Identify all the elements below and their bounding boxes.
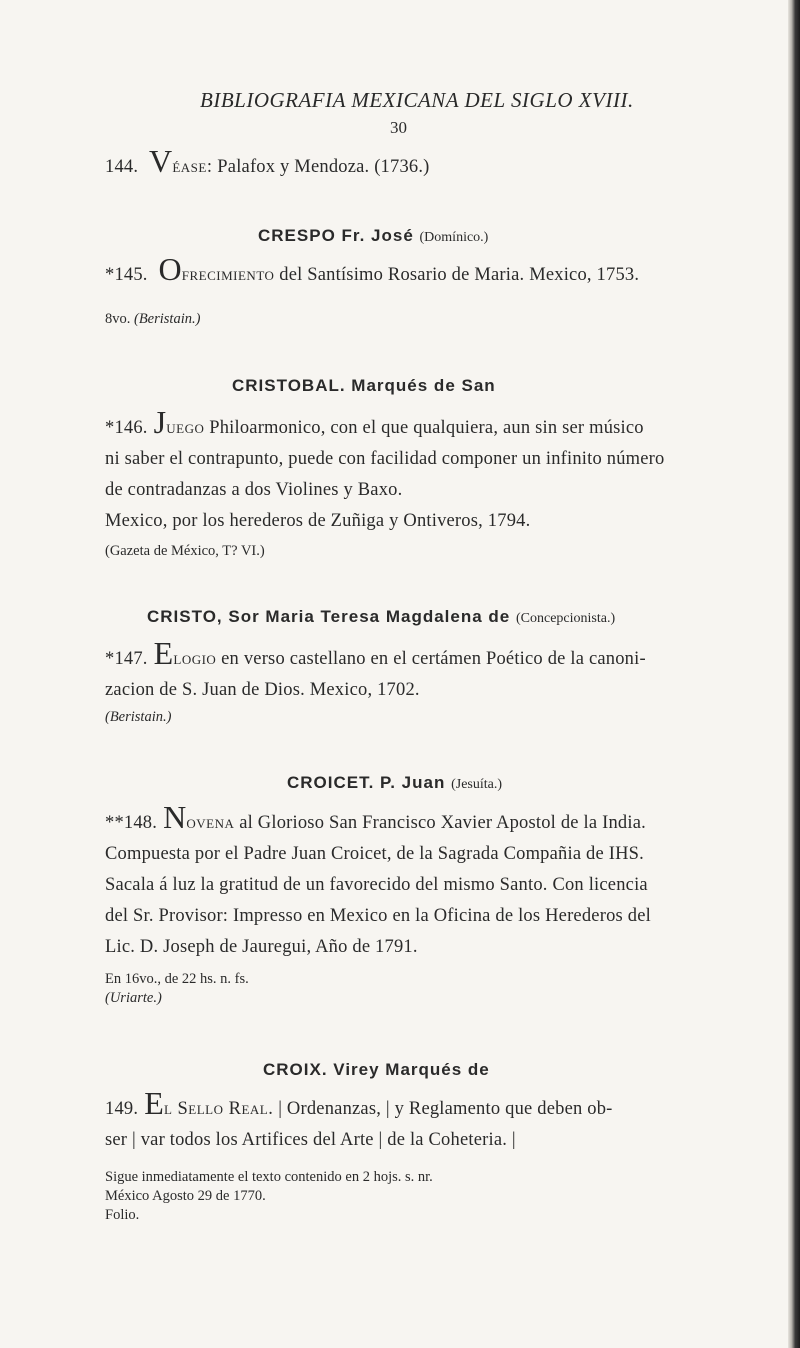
author-heading-cristobal — [232, 376, 496, 396]
entry-lead-word: uego — [166, 418, 205, 438]
entry-148 — [105, 799, 735, 963]
author-heading-cristo — [147, 607, 615, 627]
author-qualifier: (Jesuíta.) — [451, 777, 503, 792]
drop-initial: E — [144, 1085, 164, 1121]
running-title: BIBLIOGRAFIA MEXICANA DEL SIGLO XVIII. — [200, 88, 634, 112]
author-heading-croix — [263, 1060, 490, 1080]
entry-text: Palafox y Mendoza. (1736.) — [217, 157, 430, 177]
source-citation: (Gazeta de México, T? VI.) — [105, 543, 265, 559]
entry-text: al Glorioso San Francisco Xavier Apostol de la India. — [239, 813, 646, 833]
source-citation: (Beristain.) — [134, 311, 201, 327]
drop-initial: O — [158, 251, 182, 287]
entry-146 — [105, 404, 735, 537]
entry-line: ser | var todos los Artifices del Arte | de la Coheteria. | — [105, 1130, 516, 1150]
entry-147-note — [105, 708, 735, 727]
entry-number: 149. — [105, 1099, 139, 1119]
entry-149 — [105, 1085, 735, 1156]
author-name: CROICET. P. Juan — [287, 773, 446, 792]
entry-lead-word: ovena — [186, 813, 235, 833]
entry-line — [105, 799, 735, 839]
entry-lead-word: frecimiento — [181, 265, 275, 285]
entry-146-note — [105, 542, 735, 561]
entry-line: de contradanzas a dos Violines y Baxo. — [105, 480, 403, 500]
entry-number: *146. — [105, 418, 148, 438]
note-line: Folio. — [105, 1207, 140, 1223]
entry-text: en verso castellano en el certámen Poético de la canoni- — [221, 649, 646, 669]
source-citation: (Uriarte.) — [105, 990, 162, 1006]
drop-initial: J — [153, 404, 167, 440]
drop-initial: N — [163, 799, 187, 835]
entry-line: Mexico, por los herederos de Zuñiga y Ontiveros, 1794. — [105, 511, 531, 531]
entry-number: *145. — [105, 265, 148, 285]
author-name: CRISTOBAL. Marqués de San — [232, 376, 496, 395]
entry-line: Compuesta por el Padre Juan Croicet, de la Sagrada Compañia de IHS. — [105, 844, 644, 864]
entry-lead-word: l Sello Real. — [163, 1099, 274, 1119]
entry-144 — [105, 143, 735, 183]
entry-text: del Santísimo Rosario de Maria. Mexico, 1753. — [279, 265, 640, 285]
author-qualifier: (Domínico.) — [419, 230, 489, 245]
author-name: CRESPO Fr. José — [258, 226, 414, 245]
entry-number: **148. — [105, 813, 158, 833]
entry-line — [105, 1085, 735, 1125]
entry-line: Sacala á luz la gratitud de un favorecido del mismo Santo. Con licencia — [105, 875, 648, 895]
format-note: 8vo. — [105, 311, 131, 327]
drop-initial: E — [153, 635, 174, 671]
page-edge-shadow — [788, 0, 800, 1348]
note-line: México Agosto 29 de 1770. — [105, 1188, 266, 1204]
entry-145 — [105, 251, 735, 291]
author-qualifier: (Concepcionista.) — [516, 611, 616, 626]
entry-line: ni saber el contrapunto, puede con facilidad componer un infinito número — [105, 449, 665, 469]
entry-145-note — [105, 310, 735, 329]
entry-number: *147. — [105, 649, 148, 669]
author-heading-crespo — [258, 226, 488, 246]
entry-line — [105, 404, 735, 444]
entry-line: zacion de S. Juan de Dios. Mexico, 1702. — [105, 680, 420, 700]
entry-text: Philoarmonico, con el que qualquiera, aun sin ser músico — [209, 418, 644, 438]
note-line: Sigue inmediatamente el texto contenido en 2 hojs. s. nr. — [105, 1169, 433, 1185]
entry-lead-word: logio — [173, 649, 217, 669]
entry-lead-word: éase: — [172, 157, 213, 177]
entry-text: | Ordenanzas, | y Reglamento que deben ob- — [278, 1099, 613, 1119]
format-note: En 16vo., de 22 hs. n. fs. — [105, 971, 249, 987]
author-name: CROIX. Virey Marqués de — [263, 1060, 490, 1079]
page-number: 30 — [390, 118, 407, 137]
entry-line: del Sr. Provisor: Impresso en Mexico en la Oficina de los Herederos del — [105, 906, 651, 926]
entry-number: 144. — [105, 157, 139, 177]
drop-initial: V — [149, 143, 173, 179]
author-heading-croicet — [287, 773, 502, 793]
entry-147 — [105, 635, 735, 706]
entry-149-note — [105, 1168, 735, 1225]
entry-line — [105, 635, 735, 675]
entry-line: Lic. D. Joseph de Jauregui, Año de 1791. — [105, 937, 418, 957]
source-citation: (Beristain.) — [105, 709, 172, 725]
entry-148-note — [105, 970, 735, 1008]
author-name: CRISTO, Sor Maria Teresa Magdalena de — [147, 607, 511, 626]
